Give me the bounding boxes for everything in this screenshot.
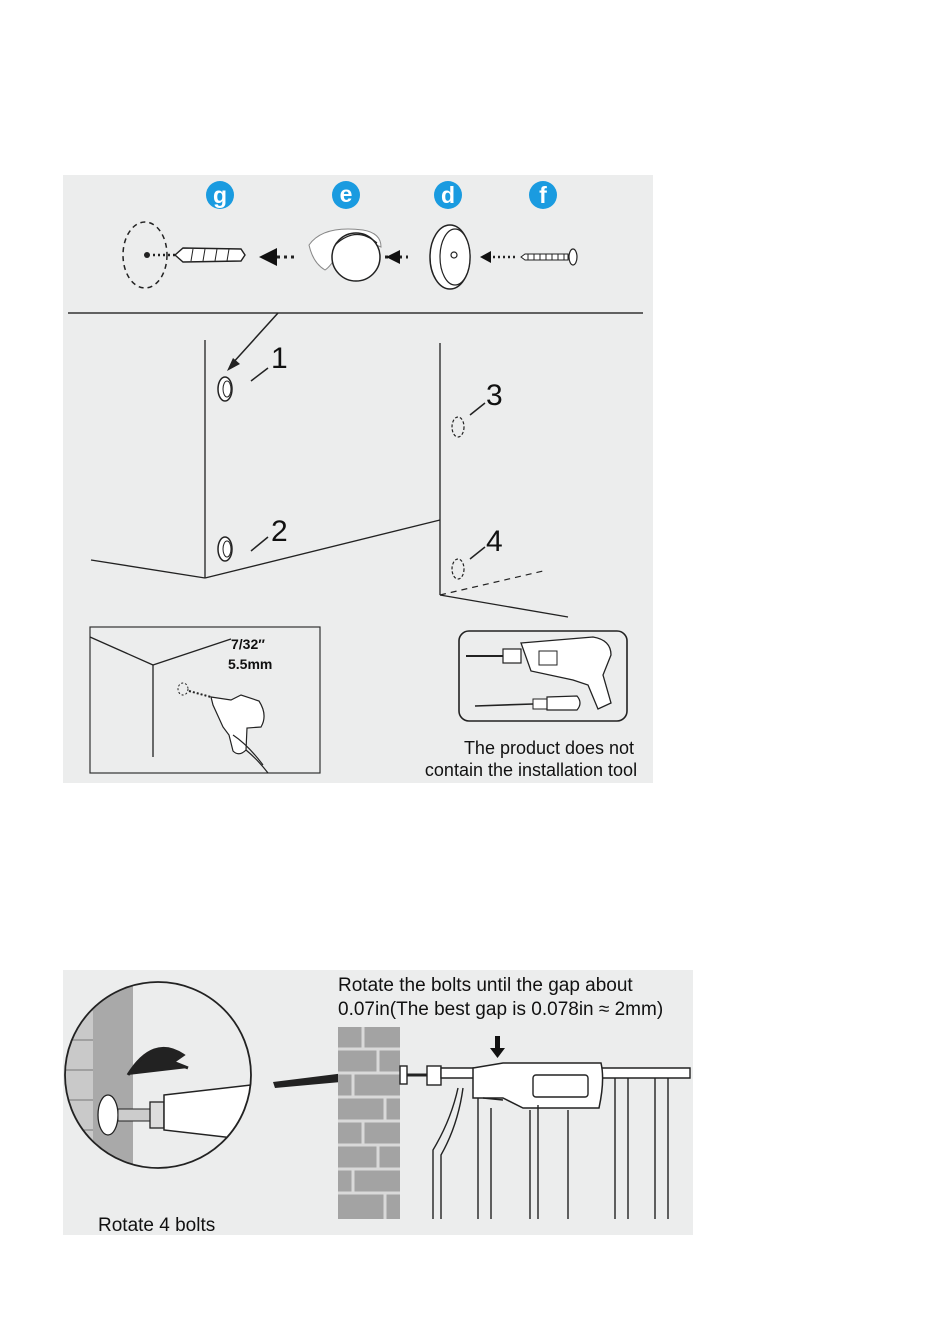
mount-point-1 bbox=[218, 342, 288, 401]
svg-text:d: d bbox=[440, 182, 456, 208]
badge-e bbox=[332, 181, 360, 209]
arrow-icon bbox=[386, 250, 400, 264]
svg-text:4: 4 bbox=[486, 525, 503, 558]
gate-illustration bbox=[400, 1063, 690, 1219]
gap-note-line-2: 0.07in(The best gap is 0.078in ≈ 2mm) bbox=[338, 999, 664, 1020]
tool-note-line-2: contain the installation tool bbox=[424, 760, 638, 780]
drill-size-mm: 5.5mm bbox=[228, 656, 273, 672]
svg-text:2: 2 bbox=[271, 515, 288, 548]
drill-hole-icon bbox=[123, 222, 167, 288]
svg-text:e: e bbox=[339, 181, 353, 207]
mount-point-3 bbox=[452, 379, 503, 437]
mount-point-2 bbox=[218, 515, 288, 561]
gap-note-line-1: Rotate the bolts until the gap about bbox=[338, 975, 633, 996]
bolt-adjustment-illustration bbox=[63, 970, 693, 1235]
rotate-bolts-label: Rotate 4 bolts bbox=[98, 1215, 216, 1235]
magnified-bolt-view bbox=[63, 970, 268, 1200]
wall-cup-icon bbox=[430, 225, 470, 289]
badge-g bbox=[206, 181, 234, 209]
arrow-icon bbox=[259, 248, 277, 266]
tool-note-line-1: The product does not bbox=[463, 738, 635, 758]
badge-f bbox=[529, 181, 557, 209]
svg-text:3: 3 bbox=[486, 379, 503, 412]
brick-wall bbox=[338, 1027, 400, 1219]
drilling-inset bbox=[90, 627, 320, 773]
arrow-icon bbox=[480, 251, 491, 263]
wall-mount-instructions-panel bbox=[63, 175, 653, 783]
screw-icon bbox=[521, 249, 577, 265]
arrow-icon bbox=[227, 358, 240, 371]
svg-text:g: g bbox=[212, 182, 228, 208]
svg-text:1: 1 bbox=[271, 342, 288, 375]
wall-mount-illustration bbox=[63, 175, 653, 783]
wall-anchor-icon bbox=[175, 248, 245, 262]
down-arrow-icon bbox=[490, 1036, 505, 1058]
bolt-adjustment-panel bbox=[63, 970, 693, 1235]
svg-text:f: f bbox=[539, 182, 547, 208]
tools-box bbox=[459, 631, 627, 721]
badge-d bbox=[434, 181, 462, 209]
adhesive-pad-icon bbox=[309, 229, 381, 281]
mount-point-4 bbox=[452, 525, 503, 579]
drill-size-inch: 7/32″ bbox=[231, 636, 265, 652]
